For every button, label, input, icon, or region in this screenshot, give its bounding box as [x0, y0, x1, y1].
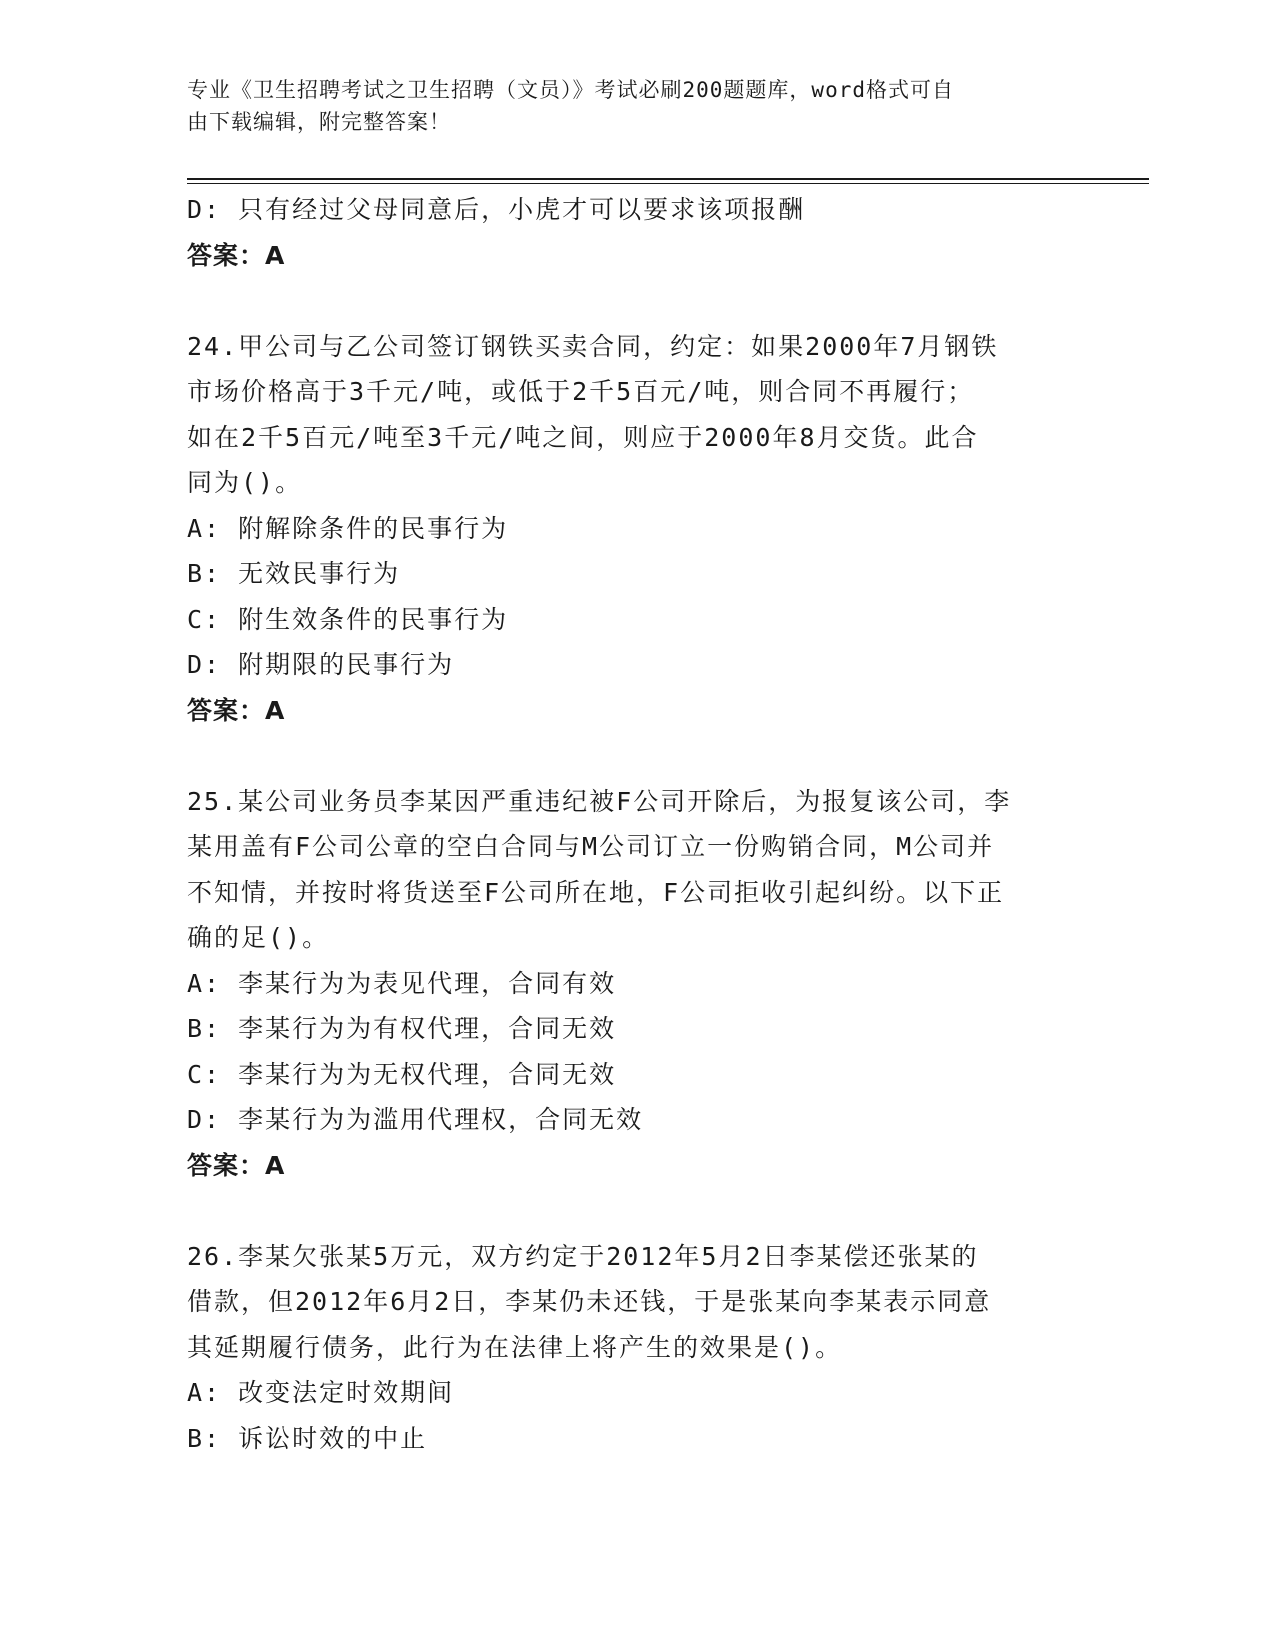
q25-stem-line-3: 不知情，并按时将货送至F公司所在地，F公司拒收引起纠纷。以下正	[187, 877, 1005, 907]
question-24	[187, 324, 1087, 734]
q24-option-b: B: 无效民事行为	[187, 559, 401, 588]
header-line-1: 专业《卫生招聘考试之卫生招聘（文员）》考试必刷200题题库，word格式可自	[187, 78, 954, 102]
question-25	[187, 779, 1087, 1189]
q25-stem-line-2: 某用盖有F公司公章的空白合同与M公司订立一份购销合同，M公司并	[187, 832, 995, 861]
q24-stem-line-4: 同为()。	[187, 468, 303, 497]
q24-stem-line-3: 如在2千5百元/吨至3千元/吨之间，则应于2000年8月交货。此合	[187, 422, 979, 452]
q25-option-b: B: 李某行为为有权代理，合同无效	[187, 1014, 617, 1043]
q25-option-d: D: 李某行为为滥用代理权，合同无效	[187, 1105, 644, 1134]
q24-option-d: D: 附期限的民事行为	[187, 650, 455, 679]
prev-answer: 答案：A	[187, 240, 286, 270]
header-divider-thin	[187, 183, 1149, 184]
q24-option-c: C: 附生效条件的民事行为	[187, 604, 509, 634]
q25-option-a: A: 李某行为为表见代理，合同有效	[187, 968, 617, 998]
spacer	[187, 1188, 1087, 1234]
spacer	[187, 733, 1087, 779]
document-body	[187, 187, 1087, 1461]
q24-stem-line-1: 24.甲公司与乙公司签订钢铁买卖合同，约定：如果2000年7月钢铁	[187, 331, 999, 361]
q24-option-a: A: 附解除条件的民事行为	[187, 513, 509, 543]
q24-answer: 答案：A	[187, 695, 286, 725]
q25-stem-line-1: 25.某公司业务员李某因严重违纪被F公司开除后，为报复该公司，李	[187, 786, 1012, 816]
q24-stem-line-2: 市场价格高于3千元/吨，或低于2千5百元/吨，则合同不再履行；	[187, 377, 975, 406]
q26-stem-line-2: 借款，但2012年6月2日，李某仍未还钱，于是张某向李某表示同意	[187, 1287, 992, 1316]
q25-option-c: C: 李某行为为无权代理，合同无效	[187, 1059, 617, 1089]
q25-answer: 答案：A	[187, 1150, 286, 1180]
spacer	[187, 278, 1087, 324]
q26-stem-line-3: 其延期履行债务，此行为在法律上将产生的效果是()。	[187, 1332, 843, 1362]
q26-option-b: B: 诉讼时效的中止	[187, 1423, 428, 1453]
header-line-2: 由下载编辑，附完整答案！	[187, 110, 451, 134]
q26-option-a: A: 改变法定时效期间	[187, 1378, 455, 1407]
question-26	[187, 1234, 1087, 1462]
q25-stem-line-4: 确的足()。	[187, 923, 330, 952]
header-divider-thick	[187, 178, 1149, 180]
prev-option-d: D: 只有经过父母同意后，小虎才可以要求该项报酬	[187, 195, 806, 224]
document-header	[187, 74, 1067, 138]
q26-stem-line-1: 26.李某欠张某5万元，双方约定于2012年5月2日李某偿还张某的	[187, 1241, 979, 1271]
